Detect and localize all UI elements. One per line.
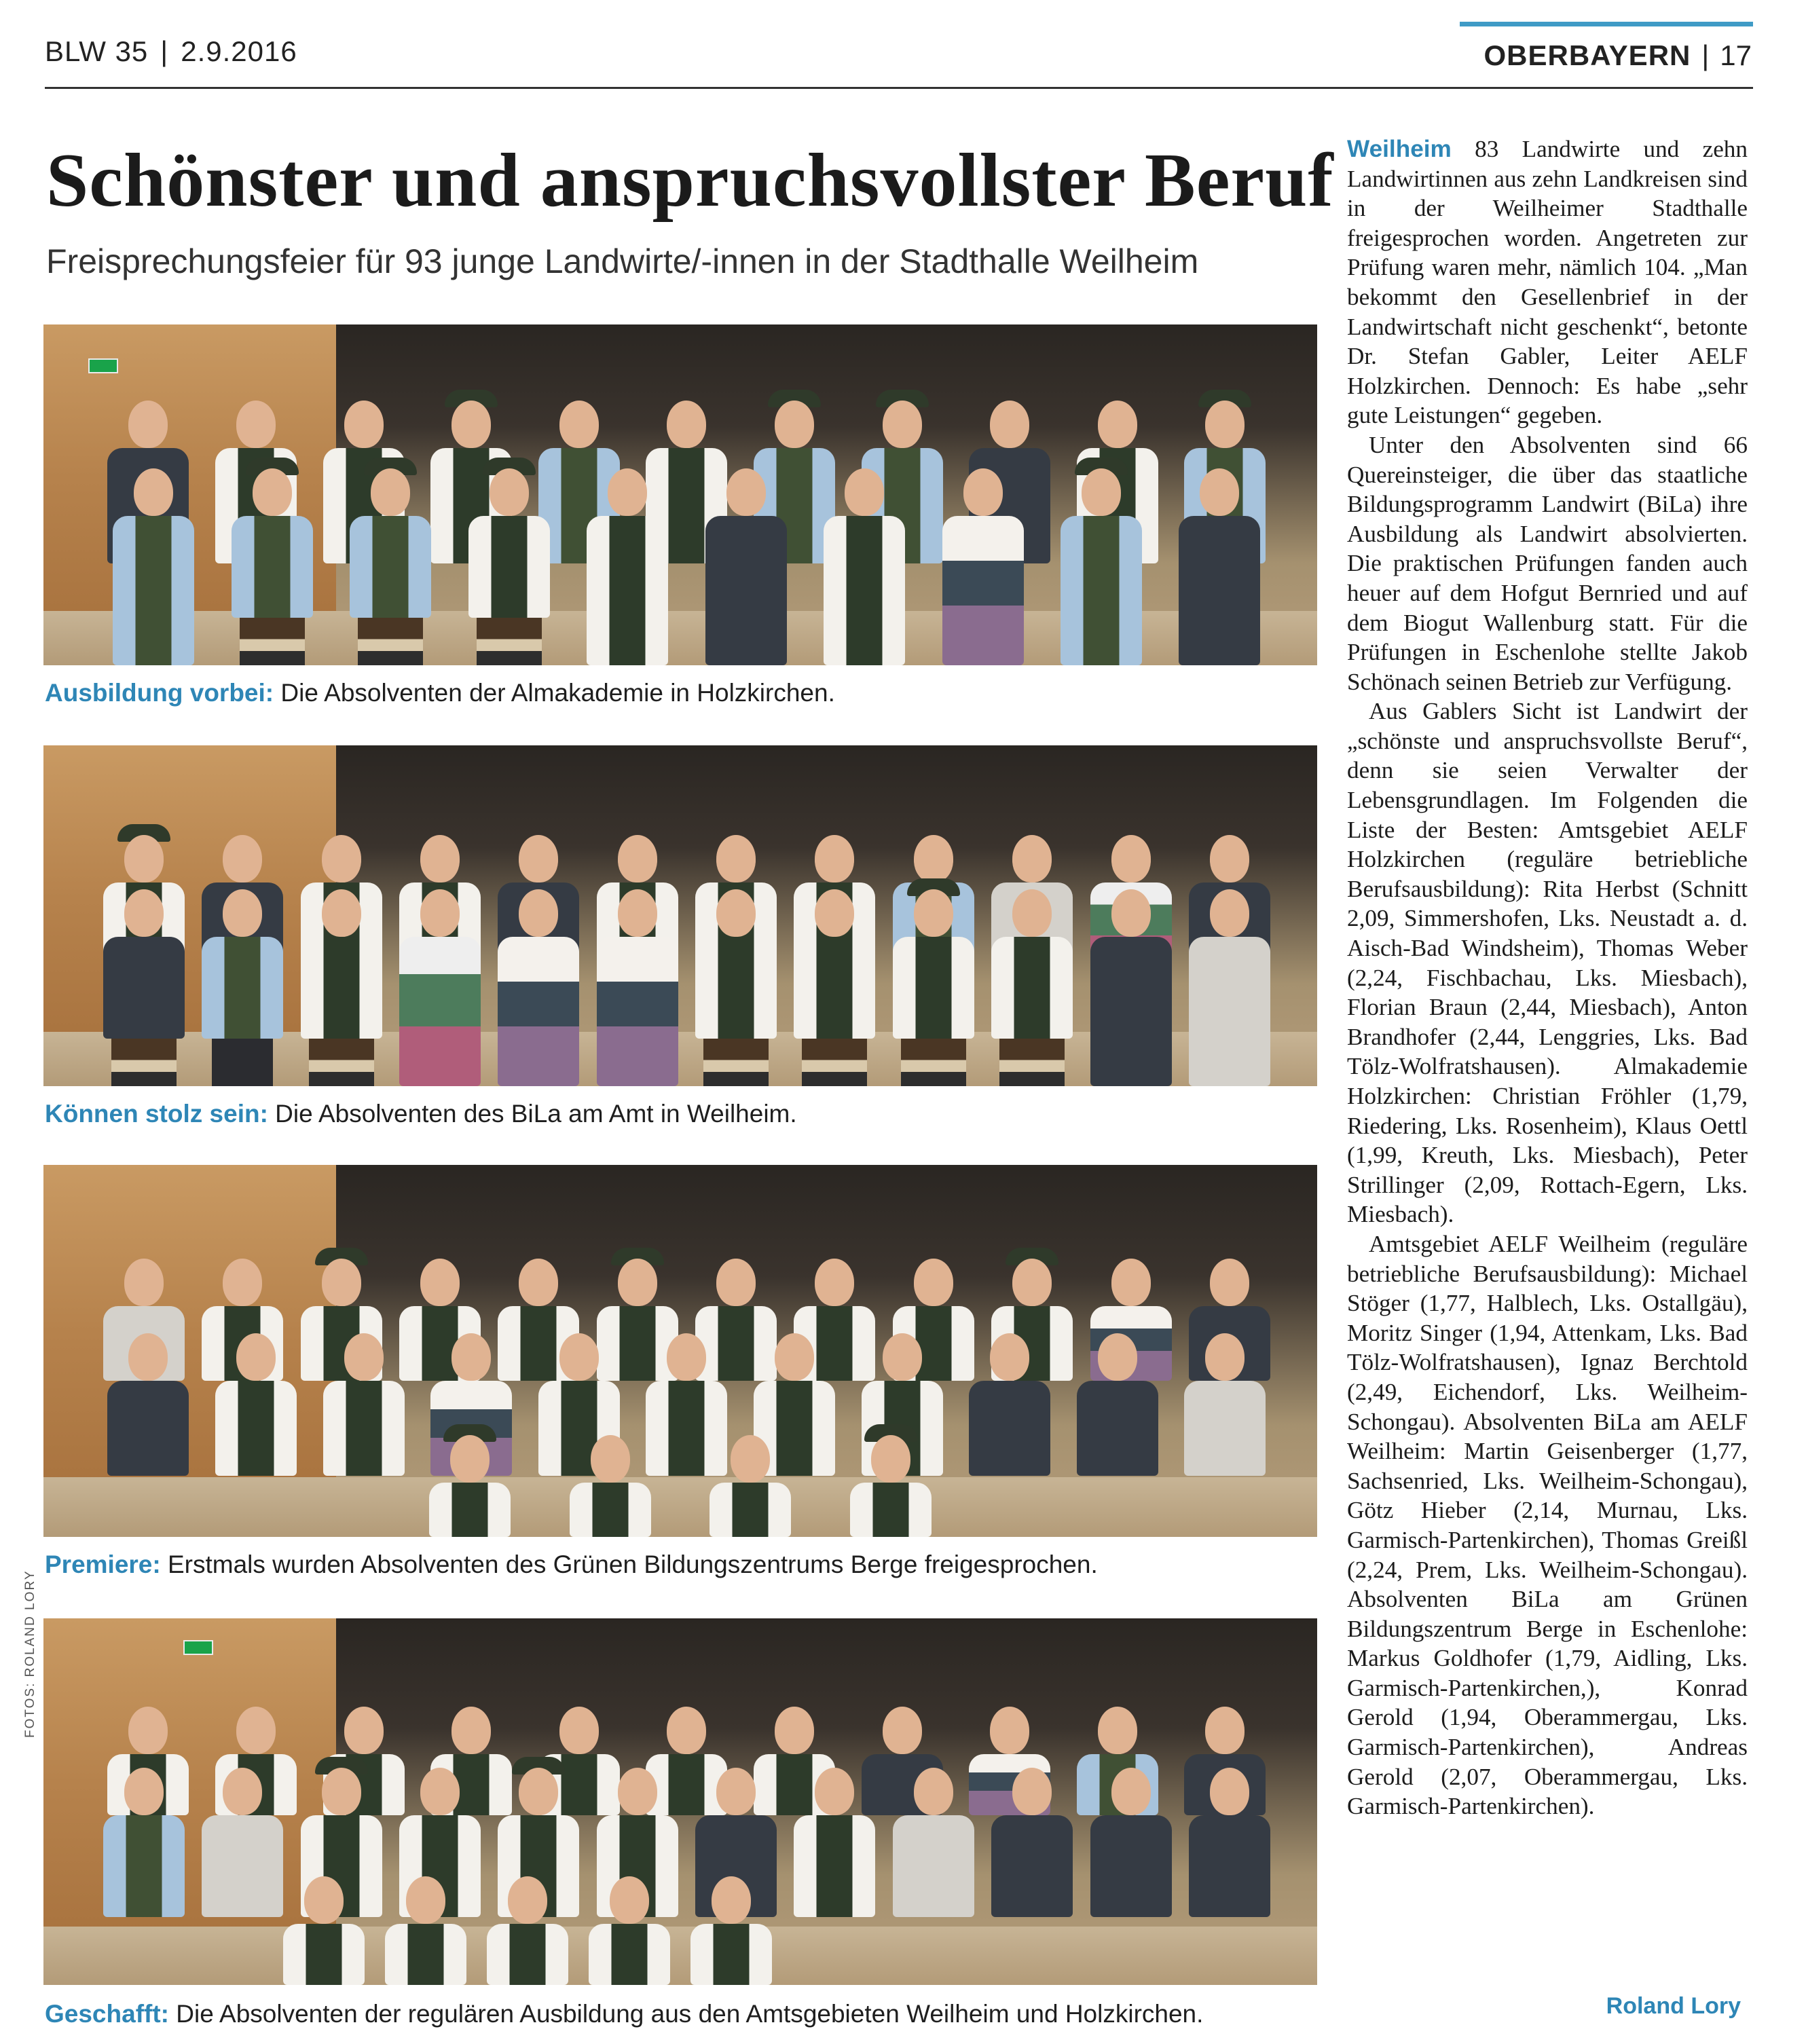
- group-photo-almakademie: [43, 324, 1317, 665]
- article-paragraph: Unter den Absolventen sind 66 Quereinsteiger, die über das staatliche Bildungsprogramm Landwirt (BiLa) ihre Ausbildung als Landwirt absolvierten. Die praktischen Prüfungen fanden auch heuer auf dem Hofgut Bernried und auf dem Biogut Wallenburg statt. Für die Prüfungen in Eschenlohe stellte Jakob Schönach seinen Betrieb zur Verfügung.: [1347, 431, 1748, 695]
- caption-text: Die Absolventen des BiLa am Amt in Weilheim.: [268, 1100, 797, 1128]
- exit-sign: [88, 358, 118, 373]
- publication-date: 2.9.2016: [181, 35, 297, 67]
- article-paragraph: Aus Gablers Sicht ist Landwirt der „schönste und anspruchsvollste Beruf“, denn sie seien Verwalter der Lebensgrundlagen. Im Folgenden die Liste der Besten: Amtsgebiet AELF Holzkirchen (reguläre betriebliche Berufsausbildung): Rita Herbst (Schnitt 2,09, Simmershofen, Lks. Neustadt a. d. Aisch-Bad Windsheim), Thomas Weber (2,24, Fischbachau, Lks. Miesbach), Florian Braun (2,44, Miesbach), Anton Brandhofer (2,44, Lenggries, Lks. Bad Tölz-Wolfratshausen). Almakademie Holzkirchen: Christian Fröhler (1,79, Riedering, Lks. Rosenheim), Klaus Oettl (1,99, Kreuth, Lks. Miesbach), Peter Strillinger (2,09, Rottach-Egern, Lks. Miesbach).: [1347, 698, 1748, 1228]
- photo-credit: FOTOS: ROLAND LORY: [23, 1569, 37, 1738]
- header-publication: BLW 35 | 2.9.2016: [45, 35, 297, 67]
- photo-caption: [45, 679, 1321, 707]
- caption-lead: Premiere:: [45, 1550, 161, 1578]
- publication-issue: BLW 35: [45, 35, 149, 67]
- group-photo-bila-weilheim: [43, 745, 1317, 1086]
- caption-text: Die Absolventen der regulären Ausbildung aus den Amtsgebieten Weilheim und Holzkirchen.: [168, 2000, 1204, 2028]
- article-author: Roland Lory: [1606, 1993, 1741, 2019]
- article-subtitle: Freisprechungsfeier für 93 junge Landwirte/-innen in der Stadthalle Weilheim: [46, 242, 1199, 280]
- caption-text: Erstmals wurden Absolventen des Grünen Bildungszentrums Berge freigesprochen.: [160, 1550, 1098, 1578]
- photo-caption: [45, 1100, 1321, 1128]
- caption-lead: Geschafft:: [45, 2000, 169, 2028]
- article-title: Schönster und anspruchsvollster Beruf: [46, 138, 1334, 223]
- header-section: OBERBAYERN | 17: [1484, 39, 1752, 71]
- article-body: [1347, 134, 1748, 1821]
- article-paragraph: Amtsgebiet AELF Weilheim (reguläre betriebliche Berufsausbildung): Michael Stöger (1,77, Halblech, Lks. Ostallgäu), Moritz Singer (1,94, Attenkam, Lks. Bad Tölz-Wolfratshausen), Ignaz Berchtold (2,49, Eichendorf, Lks. Weilheim-Schongau). Absolventen BiLa am AELF Weilheim: Martin Geisenberger (1,77, Sachsenried, Lks. Weilheim-Schongau), Götz Hieber (2,14, Murnau, Lks. Garmisch-Partenkirchen), Thomas Greißl (2,24, Prem, Lks. Weilheim-Schongau). Absolventen BiLa am Grünen Bildungszentrum Berge in Eschenlohe: Markus Goldhofer (1,79, Aidling, Lks. Garmisch-Partenkirchen,), Konrad Gerold (1,94, Oberammergau, Lks. Garmisch-Partenkirchen), Andreas Gerold (2,07, Oberammergau, Lks. Garmisch-Partenkirchen).: [1347, 1230, 1748, 1820]
- exit-sign: [183, 1640, 213, 1655]
- header-rule: [45, 87, 1753, 89]
- photo-caption: [45, 1550, 1321, 1579]
- article-paragraph: Weilheim 83 Landwirte und zehn Landwirtinnen aus zehn Landkreisen sind in der Weilheimer Stadthalle freigesprochen worden. Angetreten zur Prüfung waren mehr, nämlich 104. „Man bekommt den Gesellenbrief in der Landwirtschaft nicht geschenkt“, betonte Dr. Stefan Gabler, Leiter AELF Holzkirchen. Dennoch: Es habe „sehr gute Leistungen“ gegeben.: [1347, 136, 1748, 429]
- caption-lead: Ausbildung vorbei:: [45, 679, 274, 707]
- group-photo-bildungszentrum-berge: [43, 1165, 1317, 1537]
- page-number: 17: [1720, 39, 1752, 71]
- group-photo-regulaere-ausbildung: [43, 1618, 1317, 1985]
- header-accent-bar: [1460, 22, 1753, 26]
- photo-caption: [45, 2000, 1321, 2028]
- caption-text: Die Absolventen der Almakademie in Holzkirchen.: [274, 679, 835, 707]
- caption-lead: Können stolz sein:: [45, 1100, 268, 1128]
- section-name: OBERBAYERN: [1484, 39, 1691, 71]
- dateline: Weilheim: [1347, 136, 1452, 162]
